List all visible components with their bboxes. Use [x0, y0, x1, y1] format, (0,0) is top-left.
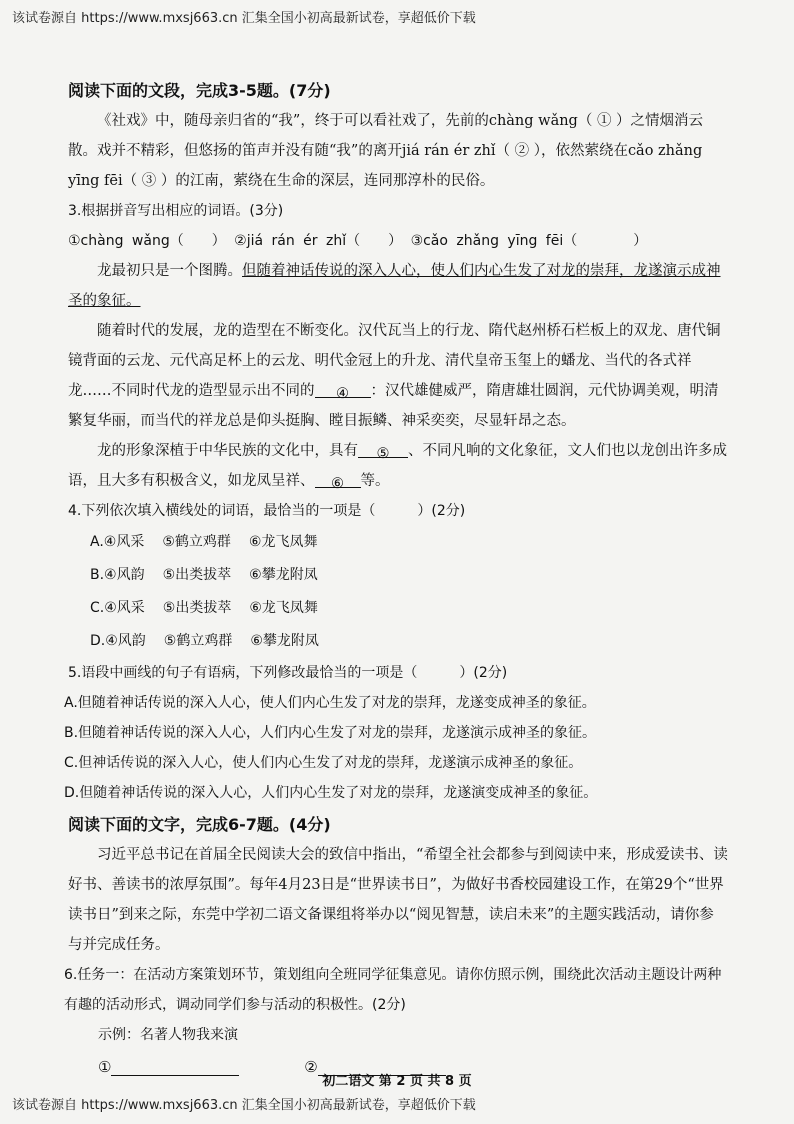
q4-a-3: ⑥龙飞凤舞: [248, 534, 318, 550]
section2-para: 习近平总书记在首届全民阅读大会的致信中指出，“希望全社会都参与到阅读中来，形成爱读书、读好书、善读书的浓厚氛围”。每年4月23日是“世界读书日”，为做好书香校园建设工作，在第29个“世界读书日”到来之际，东莞中学初二语文备课组将举办以“阅见智慧，读启未来”的主题实践活动，请你参与并完成任务。: [68, 847, 728, 953]
q6-answer-1-label: ①: [98, 1058, 112, 1076]
question-6: 6.任务一：在活动方案策划环节，策划组向全班同学征集意见。请你仿照示例，围绕此次活动主题设计两种有趣的活动形式，调动同学们参与活动的积极性。(2分): [64, 967, 722, 1013]
para4-text-b: 、不同凡响的文化象征，文人们也以龙创出许多成语，且大多有积极含义，如龙凤呈祥、: [68, 443, 727, 489]
q6-example: 示例：名著人物我来演: [98, 1027, 238, 1043]
watermark-top: 该试卷源自 https://www.mxsj663.cn 汇集全国小初高最新试卷，享超低价下载: [12, 11, 476, 26]
section1-para4: [68, 436, 728, 496]
para2-plain: 龙最初只是一个图腾。: [97, 263, 242, 279]
question-4: 4.下列依次填入横线处的词语，最恰当的一项是（ ）(2分): [68, 503, 466, 519]
q4-c-2: ⑤出类拔萃: [162, 600, 232, 616]
question-5: 5.语段中画线的句子有语病，下列修改最恰当的一项是（ ）(2分): [68, 665, 508, 681]
question-3: 3.根据拼音写出相应的词语。(3分): [68, 203, 284, 219]
q5-option-c: C.但神话传说的深入人心，使人们内心生发了对龙的崇拜，龙遂演示成神圣的象征。: [64, 755, 583, 771]
q4-option-c: [90, 592, 728, 625]
q4-d-3: ⑥攀龙附凤: [250, 633, 319, 649]
para3-text-a: 随着时代的发展，龙的造型在不断变化。汉代瓦当上的行龙、隋代赵州桥石栏板上的双龙、唐代铜镜背面的云龙、元代高足杯上的云龙、明代金冠上的升龙、清代皇帝玉玺上的蟠龙、当代的各式祥龙……不同时代龙的造型显示出不同的: [68, 323, 721, 399]
q4-d-2: ⑤鹤立鸡群: [163, 633, 233, 649]
para3-text-b: ：汉代雄健威严，隋唐雄壮圆润，元代协调美观，明清繁复华丽，而当代的祥龙总是仰头挺胸、瞠目振鳞、神采奕奕，尽显轩昂之态。: [68, 383, 719, 429]
q4-d-1: D.④风韵: [90, 633, 146, 649]
page-footer: 初二语文 第 2 页 共 8 页: [322, 1074, 472, 1089]
q4-option-d: [90, 625, 728, 658]
question-3-blanks: [68, 226, 728, 256]
para4-text-c: 等。: [360, 473, 390, 489]
section1-para1: 《社戏》中，随母亲归省的“我”，终于可以看社戏了，先前的chàng wǎng（ ① ）之情烟消云散。戏并不精彩，但悠扬的笛声并没有随“我”的离开jiá rán ér zhǐ（ ② ），依然萦绕在cǎo zhǎng yīng fēi（ ③ ）的江南，萦绕在生命的深层，连同那淳朴的民俗。: [68, 113, 704, 189]
q4-b-3: ⑥攀龙附凤: [249, 567, 318, 583]
exam-page: [64, 76, 728, 1082]
q6-answer-2-label: ②: [304, 1058, 318, 1076]
q3-blank-1: ①chàng wǎng（ ）: [68, 233, 226, 249]
para4-text-a: 龙的形象深植于中华民族的文化中，具有: [97, 443, 358, 459]
q4-b-2: ⑤出类拔萃: [162, 567, 232, 583]
q4-a-1: A.④风采: [90, 534, 145, 550]
blank-5: [358, 439, 408, 462]
q4-c-1: C.④风采: [90, 600, 145, 616]
q4-c-3: ⑥龙飞凤舞: [249, 600, 318, 616]
blank-6: [315, 469, 361, 492]
section2-title: 阅读下面的文字，完成6-7题。(4分): [68, 815, 331, 834]
q5-option-a: A.但随着神话传说的深入人心，使人们内心生发了对龙的崇拜，龙遂变成神圣的象征。: [64, 695, 596, 711]
q5-option-d: D.但随着神话传说的深入人心，人们内心生发了对龙的崇拜，龙遂演变成神圣的象征。: [64, 785, 598, 801]
q4-b-1: B.④风韵: [90, 567, 145, 583]
para2-underlined-sentence: 但随着神话传说的深入人心，使人们内心生发了对龙的崇拜，龙遂演示成神圣的象征。: [68, 263, 721, 309]
q4-a-2: ⑤鹤立鸡群: [162, 534, 231, 550]
q3-blank-3: ③cǎo zhǎng yīng fēi（ ）: [410, 233, 648, 249]
blank-4-label: ④: [336, 386, 349, 402]
blank-6-label: ⑥: [331, 476, 344, 492]
q3-blank-2: ②jiá rán ér zhǐ（ ）: [234, 233, 403, 249]
blank-4: [315, 379, 371, 402]
q4-option-a: [90, 526, 728, 559]
q4-option-b: [90, 559, 728, 592]
section1-para2: [68, 256, 728, 316]
watermark-bottom: 该试卷源自 https://www.mxsj663.cn 汇集全国小初高最新试卷，享超低价下载: [12, 1098, 476, 1113]
blank-5-label: ⑤: [376, 446, 390, 462]
section1-para3: [68, 316, 728, 436]
section1-title: 阅读下面的文段，完成3-5题。(7分): [68, 81, 331, 100]
q5-option-b: B.但随着神话传说的深入人心，人们内心生发了对龙的崇拜，龙遂演示成神圣的象征。: [64, 725, 597, 741]
